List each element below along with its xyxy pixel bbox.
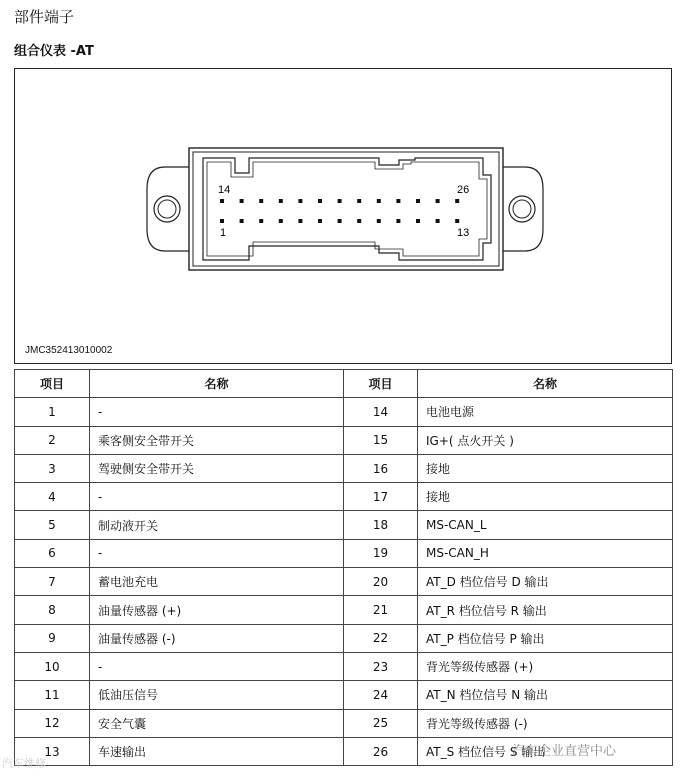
table-row: [15, 483, 673, 511]
pin-function: 乘客侧安全带开关: [90, 426, 344, 454]
pin-23: [396, 199, 400, 203]
pin-function: MS-CAN_L: [418, 511, 673, 539]
table-row: [15, 596, 673, 624]
pin-function: AT_N 档位信号 N 输出: [418, 681, 673, 709]
pin-number: 1: [15, 398, 90, 426]
pin-function: AT_P 档位信号 P 输出: [418, 624, 673, 652]
pin-function: 油量传感器 (-): [90, 624, 344, 652]
connector-drawing: [15, 69, 671, 363]
pin-14: [220, 199, 224, 203]
pin-1: [220, 219, 224, 223]
pin-function: 背光等级传感器 (+): [418, 652, 673, 680]
pin-function: 车速输出: [90, 737, 344, 765]
pin-17: [279, 199, 283, 203]
pin-16: [259, 199, 263, 203]
pin-label-13: 13: [457, 227, 470, 239]
table-row: [15, 426, 673, 454]
pin-number: 14: [344, 398, 418, 426]
table-row: [15, 681, 673, 709]
pin-number: 21: [344, 596, 418, 624]
pin-15: [240, 199, 244, 203]
pin-number: 19: [344, 539, 418, 567]
pin-25: [436, 199, 440, 203]
table-header-row: [15, 370, 673, 398]
pin-number: 25: [344, 709, 418, 737]
pin-19: [318, 199, 322, 203]
pin-function: 背光等级传感器 (-): [418, 709, 673, 737]
pin-number: 17: [344, 483, 418, 511]
pin-number: 13: [15, 737, 90, 765]
pin-function: MS-CAN_H: [418, 539, 673, 567]
table-row: [15, 398, 673, 426]
pin-number: 4: [15, 483, 90, 511]
pin-9: [377, 219, 381, 223]
pin-20: [338, 199, 342, 203]
pin-7: [338, 219, 342, 223]
pin-3: [259, 219, 263, 223]
connector-cavity: [203, 158, 491, 260]
pin-function: 接地: [418, 454, 673, 482]
pin-number: 2: [15, 426, 90, 454]
pin-function: 制动液开关: [90, 511, 344, 539]
pin-number: 12: [15, 709, 90, 737]
pin-2: [240, 219, 244, 223]
pin-13: [455, 219, 459, 223]
pin-function: AT_S 档位信号 S 输出: [418, 737, 673, 765]
pin-number: 6: [15, 539, 90, 567]
table-row: [15, 454, 673, 482]
pin-5: [298, 219, 302, 223]
pin-number: 9: [15, 624, 90, 652]
pin-label-26: 26: [457, 184, 470, 196]
pin-6: [318, 219, 322, 223]
pin-function: IG+( 点火开关 ): [418, 426, 673, 454]
header-name-2: 名称: [418, 370, 673, 398]
table-row: [15, 539, 673, 567]
table-row: [15, 652, 673, 680]
left-mounting-ear: [147, 167, 189, 251]
table-row: [15, 568, 673, 596]
table-row: [15, 709, 673, 737]
watermark-left: 汽车维修: [2, 757, 46, 770]
pin-12: [436, 219, 440, 223]
pin-row-bottom: [220, 219, 459, 223]
table-row: [15, 511, 673, 539]
pin-number: 20: [344, 568, 418, 596]
pin-number: 5: [15, 511, 90, 539]
pin-number: 15: [344, 426, 418, 454]
header-item-2: 项目: [344, 370, 418, 398]
pin-function: -: [90, 539, 344, 567]
pin-table: [14, 369, 673, 766]
pin-function: AT_D 档位信号 D 输出: [418, 568, 673, 596]
pin-number: 3: [15, 454, 90, 482]
header-name-1: 名称: [90, 370, 344, 398]
pin-function: 低油压信号: [90, 681, 344, 709]
watermark-right: 汽车企业直营中心: [512, 744, 617, 759]
pin-number: 22: [344, 624, 418, 652]
pin-number: 7: [15, 568, 90, 596]
pin-21: [357, 199, 361, 203]
pin-4: [279, 219, 283, 223]
table-row: [15, 624, 673, 652]
pin-function: 油量传感器 (+): [90, 596, 344, 624]
pin-function: -: [90, 652, 344, 680]
connector-housing: [189, 148, 503, 270]
pin-function: 接地: [418, 483, 673, 511]
section-title: 部件端子: [14, 8, 75, 26]
header-item-1: 项目: [15, 370, 90, 398]
pin-number: 16: [344, 454, 418, 482]
pin-label-1: 1: [220, 227, 227, 239]
pin-number: 23: [344, 652, 418, 680]
pin-number: 11: [15, 681, 90, 709]
figure-code: JMC352413010002: [25, 345, 113, 356]
pin-11: [416, 219, 420, 223]
pin-8: [357, 219, 361, 223]
connector-diagram: [14, 68, 672, 364]
pin-function: 蓄电池充电: [90, 568, 344, 596]
pin-24: [416, 199, 420, 203]
pin-number: 24: [344, 681, 418, 709]
pin-10: [396, 219, 400, 223]
pin-function: -: [90, 398, 344, 426]
connector-subtitle: 组合仪表 -AT: [14, 44, 94, 59]
pin-number: 10: [15, 652, 90, 680]
pin-label-14: 14: [218, 184, 231, 196]
pin-function: AT_R 档位信号 R 输出: [418, 596, 673, 624]
pin-number: 18: [344, 511, 418, 539]
pin-18: [298, 199, 302, 203]
pin-function: 驾驶侧安全带开关: [90, 454, 344, 482]
pin-function: 安全气囊: [90, 709, 344, 737]
pin-26: [455, 199, 459, 203]
pin-function: -: [90, 483, 344, 511]
pin-22: [377, 199, 381, 203]
pin-number: 26: [344, 737, 418, 765]
pin-number: 8: [15, 596, 90, 624]
pin-function: 电池电源: [418, 398, 673, 426]
pin-row-top: [220, 199, 459, 203]
